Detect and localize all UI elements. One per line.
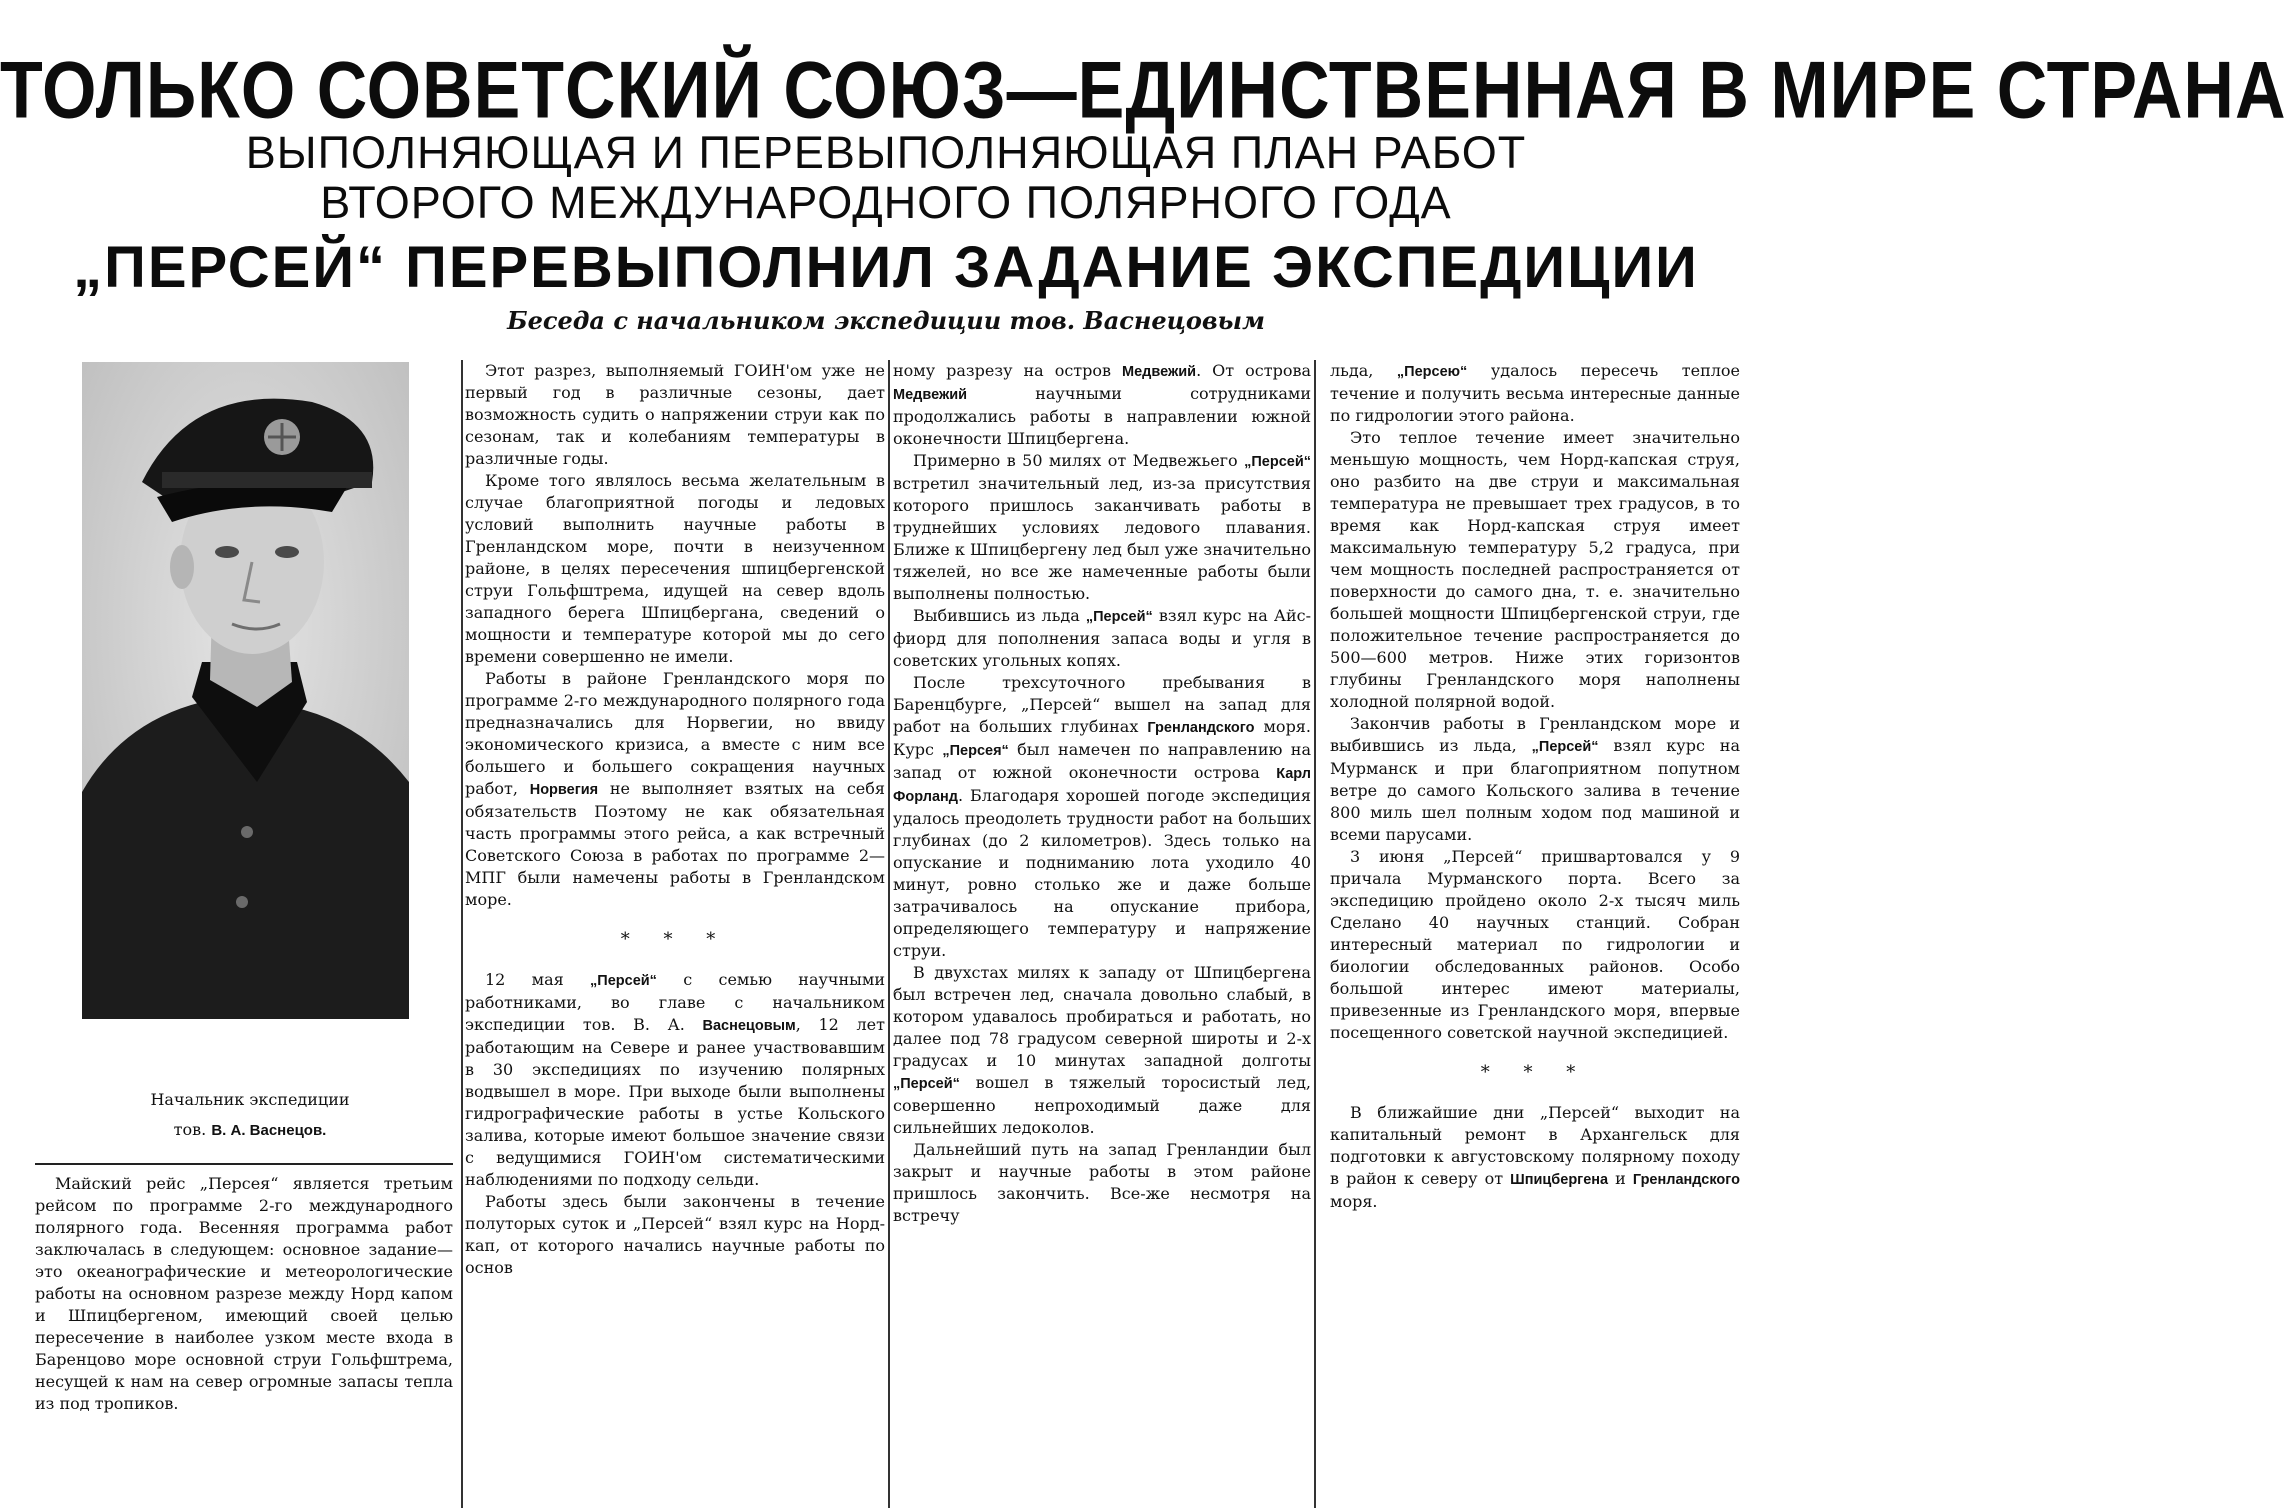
col3-paragraph-2: Примерно в 50 милях от Медвежьего „Персей“ встретил значительный лед, из-за присутствия которого пришлось заканчивать работы в труднейших условиях ледового плавания. Ближе к Шпицбергену лед был уже значительно тяжелей, но все же намеченные работы были выполнены полностью. [893, 451, 1311, 603]
col2-paragraph-2: Кроме того являлось весьма желательным в случае благоприятной погоды и ледовых условий выполнить научные работы в Гренландском море, почти в неизученном районе, в целях пересечения шпицбергенской струи Гольфштрема, идущей на север вдоль западного берега Шпицбергана, сведений о мощности и температуре которой мы до сего времени совершенно не имели. [465, 471, 885, 666]
portrait-photo [82, 362, 409, 1019]
column-rule-2 [888, 360, 890, 1508]
caption-line-1: Начальник экспедиции [150, 1090, 350, 1109]
col3-paragraph-4: После трехсуточного пребывания в Баренцбурге, „Персей“ вышел на запад для работ на больших глубинах Гренландского моря. Курс „Персея“ был намечен по направлению на запад от южной оконечности острова Карл Форланд. Благодаря хорошей погоде экспедиция удалось преодолеть трудности работ на больших глубинах (до 2 километров). Здесь только на опускание и подниманию лота уходило 40 минут, ровно столько же и даже больше затрачивалось на опускание прибора, определяющего температуру и напряжение струи. [893, 673, 1311, 960]
column-rule-3 [1314, 360, 1316, 1508]
section-break-stars: * * * [1480, 1062, 1590, 1083]
photo-caption [40, 1085, 460, 1146]
article-headline: „ПЕРСЕЙ“ ПЕРЕВЫПОЛНИЛ ЗАДАНИЕ ЭКСПЕДИЦИИ [73, 235, 1699, 300]
col4-paragraph-4: 3 июня „Персей“ пришвартовался у 9 причала Мурманского порта. Всего за экспедицию пройдено около 2-х тысяч миль Сделано 40 научных станций. Собран интересный материал по гидрологии и биологии обследованных районов. Особо большой интерес имеют материалы, привезенные из Гренландского моря, впервые посещенного советской научной экспедицией. [1330, 847, 1740, 1042]
caption-line-2 [40, 1115, 460, 1146]
col3-paragraph-1: ному разрезу на остров Медвежий. От острова Медвежий научными сотрудниками продолжались работы в направлении южной оконечности Шпицбергена. [893, 361, 1312, 448]
main-headline: ТОЛЬКО СОВЕТСКИЙ СОЮЗ—ЕДИНСТВЕННАЯ В МИРЕ СТРАНА [0, 45, 2287, 135]
col2-paragraph-5: Работы здесь были закончены в течение полуторых суток и „Персей“ взял курс на Норд-кап, от которого начались научные работы по основ [465, 1192, 885, 1277]
column-2 [465, 360, 885, 1279]
headline-line-2: ВЫПОЛНЯЮЩАЯ И ПЕРЕВЫПОЛНЯЮЩАЯ ПЛАН РАБОТ [245, 127, 1527, 178]
col2-paragraph-3: Работы в районе Гренландского моря по программе 2-го международного полярного года предназначались для Норвегии, но ввиду экономического кризиса, а вместе с ним все большего и большего сокращения научных работ, Норвегия не выполняет взятых на себя обязательств Поэтому не как обязательная часть программы этого рейса, а как встречный Советского Союза в работах по программе 2—МПГ были намечены работы в Гренландском море. [465, 669, 885, 909]
section-break-stars: * * * [620, 929, 730, 950]
col4-paragraph-1: льда, „Персею“ удалось пересечь теплое течение и получить весьма интересные данные по гидрологии этого района. [1330, 361, 1741, 425]
col4-paragraph-2: Это теплое течение имеет значительно меньшую мощность, чем Норд-капская струя, оно разбито на две струи и максимальная температура не превышает трех градусов, в то время как Норд-капская струя имеет максимальную температуру 5,2 градуса, при чем мощность последней распространяется от поверхности до самого дна, т. е. значительно большей мощности Шпицбергенской струи, где положительное течение распространяется до 500—600 метров. Ниже этих горизонтов глубины Гренландского моря наполнены холодной полярной водой. [1330, 428, 1740, 711]
headline-line-3: ВТОРОГО МЕЖДУНАРОДНОГО ПОЛЯРНОГО ГОДА [320, 177, 1452, 228]
portrait-illustration [82, 362, 409, 1019]
col2-paragraph-1: Этот разрез, выполняемый ГОИН'ом уже не первый год в различные сезоны, дает возможность судить о напряжении струи как по сезонам, так и колебаниям температуры в различные годы. [465, 361, 885, 468]
col2-paragraph-4: 12 мая „Персей“ с семью научными работниками, во главе с начальником экспедиции тов. В. А. Васнецовым, 12 лет работающим на Севере и ранее участвовавшим в 30 экспедициях по изучению полярных водвышел в море. При выходе были выполнены гидрографические работы в устье Кольского залива, которые имеют большое значение связи с ведущимися ГОИН'ом систематическими наблюдениями по подходу сельди. [465, 970, 886, 1189]
column-rule-1 [461, 360, 463, 1508]
col4-paragraph-3: Закончив работы в Гренландском море и выбившись из льда, „Персей“ взял курс на Мурманск и при благоприятном попутном ветре до самого Кольского залива в течение 800 миль шел полным ходом под машиной и всеми парусами. [1330, 714, 1740, 844]
caption-divider [35, 1163, 453, 1165]
column-1 [35, 1173, 453, 1415]
col3-paragraph-6: Дальнейший путь на запад Гренландии был закрыт и научные работы в этом районе пришлось закончить. Все-же несмотря на встречу [893, 1140, 1311, 1225]
caption-name: В. А. Васнецов. [211, 1122, 327, 1139]
col3-paragraph-5: В двухстах милях к западу от Шпицбергена был встречен лед, сначала довольно слабый, в котором удавалось пробираться и работать, но далее под 78 градусом северной широты и 2-х градусах и 10 минутах западной долготы „Персей“ вошел в тяжелый торосистый лед, совершенно непроходимый даже для сильнейших ледоколов. [893, 963, 1311, 1137]
column-4 [1330, 360, 1740, 1213]
caption-prefix: тов. [173, 1120, 212, 1139]
col1-paragraph-1: Майский рейс „Персея“ является третьим рейсом по программе 2-го международного полярного года. Весенняя программа работ заключалась в следующем: основное задание—это океанографические и метеорологические работы на основном разрезе между Норд капом и Шпицбергеном, имеющий своей целью пересечение в наиболее узком месте входа в Баренцово море основной струи Гольфштрема, несущей к нам на север огромные запасы тепла из под тропиков. [35, 1174, 453, 1413]
article-subtitle: Беседа с начальником экспедиции тов. Васнецовым [507, 306, 1265, 335]
col4-paragraph-5: В ближайшие дни „Персей“ выходит на капитальный ремонт в Архангельск для подготовки к августовскому полярному походу в район к северу от Шпицбергена и Гренландского моря. [1330, 1103, 1740, 1211]
column-3 [893, 360, 1311, 1227]
col3-paragraph-3: Выбившись из льда „Персей“ взял курс на Айс-фиорд для пополнения запаса воды и угля в советских угольных копях. [893, 606, 1311, 670]
